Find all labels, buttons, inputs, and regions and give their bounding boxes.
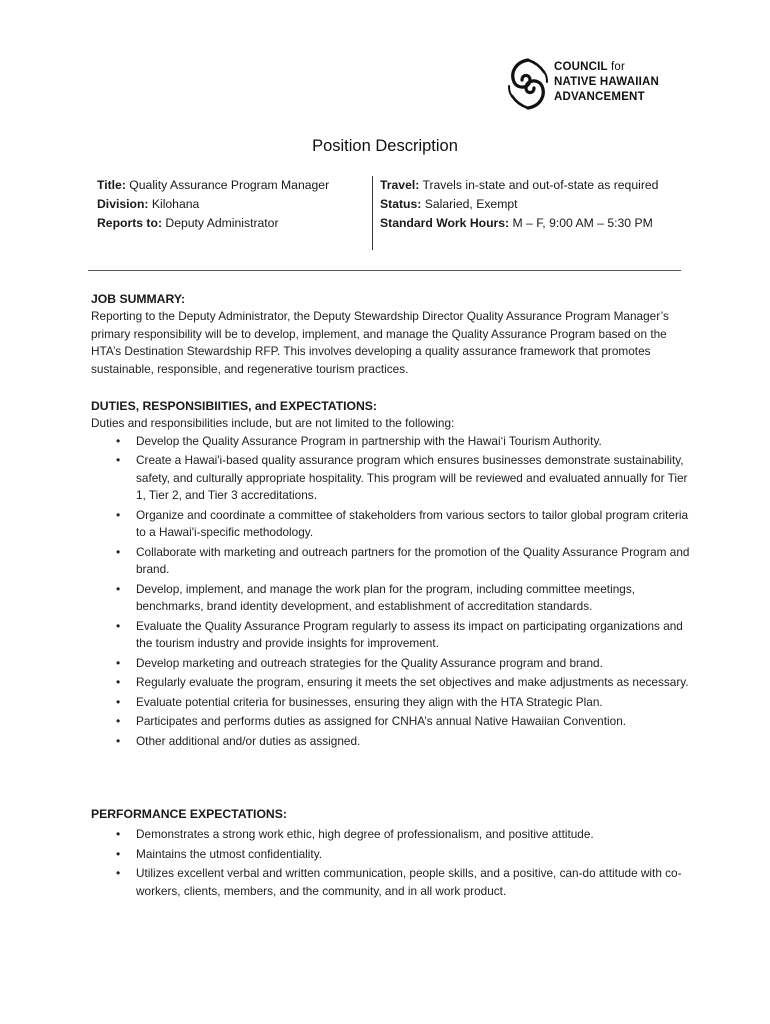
list-item-text: Develop the Quality Assurance Program in partnership with the Hawai‘i Tourism Authority.	[136, 433, 602, 448]
bullet-icon: •	[116, 544, 121, 559]
duties-heading: DUTIES, RESPONSIBIITIES, and EXPECTATIONS:	[91, 399, 377, 413]
bullet-icon: •	[116, 733, 121, 748]
bullet-icon: •	[116, 866, 121, 880]
list-item	[91, 452, 691, 505]
info-vertical-divider	[372, 176, 373, 250]
job-summary-heading: JOB SUMMARY:	[91, 292, 186, 306]
list-item	[91, 674, 691, 692]
list-item-text: Create a Hawai'i-based quality assurance program which ensures businesses demonstrate sustainability, safety, and culturally appropriate hospitality. This program will be reviewed and evaluated annually for Tier 1, Tier 2, and Tier 3 accreditations.	[136, 453, 688, 502]
info-row-travel	[380, 176, 690, 195]
info-row-reports-to	[97, 214, 367, 233]
info-value: Salaried, Exempt	[424, 197, 518, 211]
bullet-icon: •	[116, 581, 121, 596]
position-info-left	[97, 176, 367, 233]
list-item	[91, 694, 691, 712]
list-item-text: Participates and performs duties as assigned for CNHA’s annual Native Hawaiian Convention.	[136, 714, 627, 728]
list-item-text: Collaborate with marketing and outreach partners for the promotion of the Quality Assurance Program and brand.	[136, 544, 690, 576]
info-value: M – F, 9:00 AM – 5:30 PM	[512, 216, 653, 230]
logo-word-for: for	[610, 61, 626, 73]
list-item	[91, 713, 691, 731]
bullet-icon: •	[116, 827, 121, 841]
list-item-text: Evaluate potential criteria for businesses, ensuring they align with the HTA Strategic Plan.	[136, 694, 603, 709]
info-label: Title:	[97, 178, 126, 192]
bullet-icon: •	[116, 618, 121, 633]
performance-section	[91, 806, 691, 902]
page-title: Position Description	[312, 137, 458, 155]
swirl-logo-icon	[506, 56, 550, 112]
performance-list	[91, 826, 691, 900]
bullet-icon: •	[116, 846, 121, 861]
list-item	[91, 733, 691, 751]
position-info-right	[380, 176, 690, 233]
duties-list	[91, 433, 691, 751]
info-value: Deputy Administrator	[165, 216, 279, 230]
list-item-text: Other additional and/or duties as assigned.	[136, 733, 361, 748]
info-row-division	[97, 195, 367, 214]
info-value: Quality Assurance Program Manager	[129, 178, 330, 192]
job-summary-text: Reporting to the Deputy Administrator, the Deputy Stewardship Director Quality Assurance Program Manager’s primary responsibility will be to develop, implement, and manage the Quality Assurance Program based on the HTA’s Destination Stewardship RFP. This involves developing a quality assurance framework that promotes sustainable, responsible, and regenerative tourism practices.	[91, 309, 669, 376]
info-row-work-hours	[380, 214, 690, 233]
org-logo	[506, 56, 696, 112]
logo-wordmark	[554, 60, 659, 105]
list-item-text: Develop marketing and outreach strategies for the Quality Assurance program and brand.	[136, 655, 603, 670]
bullet-icon: •	[116, 675, 121, 689]
duties-section	[91, 398, 691, 752]
list-item	[91, 507, 691, 542]
list-item	[91, 826, 691, 844]
bullet-icon: •	[116, 433, 121, 448]
info-value: Kilohana	[151, 197, 200, 211]
section-divider	[88, 270, 681, 271]
info-row-title	[97, 176, 367, 195]
logo-line-2: NATIVE HAWAIIAN	[554, 76, 660, 88]
job-summary-section	[91, 291, 671, 378]
logo-line-3: ADVANCEMENT	[554, 91, 645, 103]
info-label: Travel:	[380, 178, 420, 192]
bullet-icon: •	[116, 655, 121, 670]
bullet-icon: •	[116, 453, 121, 467]
list-item-text: Regularly evaluate the program, ensuring it meets the set objectives and make adjustments as necessary.	[136, 675, 689, 689]
bullet-icon: •	[116, 507, 121, 522]
list-item-text: Develop, implement, and manage the work plan for the program, including committee meetings, benchmarks, brand identity development, and establishment of accreditation standards.	[136, 581, 636, 613]
info-row-status	[380, 195, 690, 214]
info-label: Status:	[380, 197, 422, 211]
list-item-text: Demonstrates a strong work ethic, high degree of professionalism, and positive attitude.	[136, 827, 594, 841]
logo-line-1	[554, 60, 659, 75]
bullet-icon: •	[116, 694, 121, 709]
list-item	[91, 544, 691, 579]
list-item-text: Utilizes excellent verbal and written communication, people skills, and a positive, can-do attitude with co-workers, clients, members, and the community, and in all work product.	[136, 866, 682, 898]
logo-word-council: COUNCIL	[554, 61, 608, 73]
list-item-text: Organize and coordinate a committee of stakeholders from various sectors to tailor global program criteria to a Hawai'i-specific methodology.	[136, 507, 689, 539]
list-item	[91, 846, 691, 864]
info-label: Reports to:	[97, 216, 162, 230]
info-label: Division:	[97, 197, 149, 211]
duties-intro: Duties and responsibilities include, but are not limited to the following:	[91, 416, 455, 430]
info-label: Standard Work Hours:	[380, 216, 510, 230]
list-item	[91, 581, 691, 616]
list-item	[91, 618, 691, 653]
list-item	[91, 655, 691, 673]
list-item	[91, 433, 691, 451]
list-item	[91, 865, 691, 900]
performance-heading: PERFORMANCE EXPECTATIONS:	[91, 807, 287, 821]
list-item-text: Maintains the utmost confidentiality.	[136, 846, 323, 861]
info-value: Travels in-state and out-of-state as required	[422, 178, 659, 192]
list-item-text: Evaluate the Quality Assurance Program regularly to assess its impact on participating organizations and the tourism industry and provide insights for improvement.	[136, 618, 683, 650]
bullet-icon: •	[116, 714, 121, 728]
